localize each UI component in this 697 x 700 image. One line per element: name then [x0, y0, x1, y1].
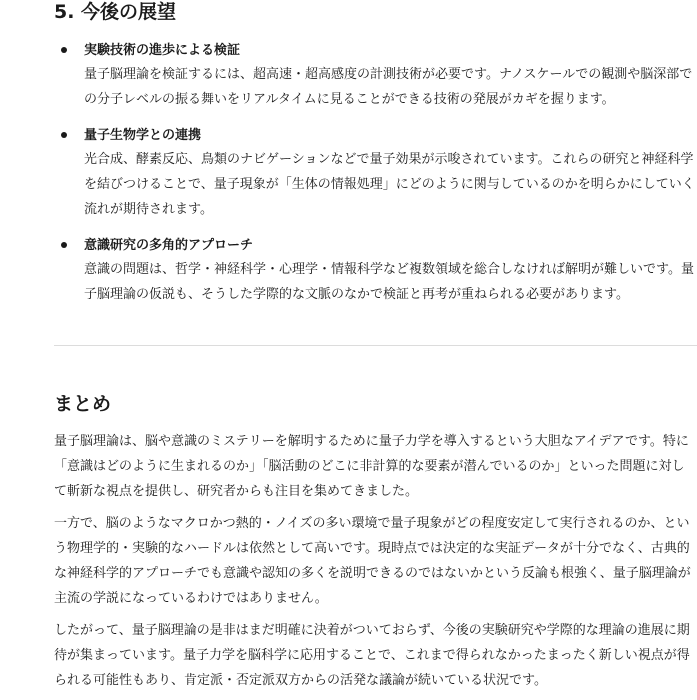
list-item — [54, 40, 697, 112]
outlook-list — [54, 40, 697, 320]
summary-paragraph: したがって、量子脳理論の是非はまだ明確に決着がついておらず、今後の実験研究や学際的な理論の進展に期待が集まっています。量子力学を脳科学に応用することで、これまで得られなかったまったく新しい視点が得られる可能性もあり、肯定派・否定派双方からの活発な議論が続いている状況です。 — [54, 623, 690, 688]
bullet-dot-icon — [61, 242, 67, 248]
summary-paragraph: 一方で、脳のようなマクロかつ熱的・ノイズの多い環境で量子現象がどの程度安定して実行されるのか、という物理学的・実験的なハードルは依然として高いです。現時点では決定的な実証データが十分でなく、古典的な神経科学的アプローチでも意識や認知の多くを説明できるのではないかという反論も根強く、量子脳理論が主流の学説になっているわけではありません。 — [54, 516, 691, 606]
section-divider — [54, 345, 697, 346]
summary-heading: まとめ — [54, 393, 112, 415]
bullet-dot-icon — [61, 47, 67, 53]
section-heading: 5. 今後の展望 — [54, 1, 177, 23]
list-item-title: 意識研究の多角的アプローチ — [84, 238, 254, 253]
list-item-title: 実験技術の進歩による検証 — [84, 43, 241, 58]
list-item-title: 量子生物学との連携 — [84, 128, 202, 143]
summary-paragraph: 量子脳理論は、脳や意識のミステリーを解明するために量子力学を導入するという大胆なアイデアです。特に「意識はどのように生まれるのか」「脳活動のどこに非計算的な要素が潜んでいるのか」といった問題に対して斬新な視点を提供し、研究者からも注目を集めてきました。 — [54, 434, 689, 499]
list-item-body: 量子脳理論を検証するには、超高速・超高感度の計測技術が必要です。ナノスケールでの観測や脳深部での分子レベルの振る舞いをリアルタイムに見ることができる技術の発展がカギを握ります。 — [84, 67, 693, 107]
list-item-body: 意識の問題は、哲学・神経科学・心理学・情報科学など複数領域を総合しなければ解明が難しいです。量子脳理論の仮説も、そうした学際的な文脈のなかで検証と再考が重ねられる必要があります。 — [84, 262, 694, 302]
list-item-body: 光合成、酵素反応、鳥類のナビゲーションなどで量子効果が示唆されています。これらの研究と神経科学を結びつけることで、量子現象が「生体の情報処理」にどのように関与しているのかを明らかにしていく流れが期待されます。 — [84, 152, 695, 217]
bullet-dot-icon — [61, 132, 67, 138]
summary-body — [54, 429, 692, 700]
list-item — [54, 125, 697, 222]
list-item — [54, 235, 697, 307]
